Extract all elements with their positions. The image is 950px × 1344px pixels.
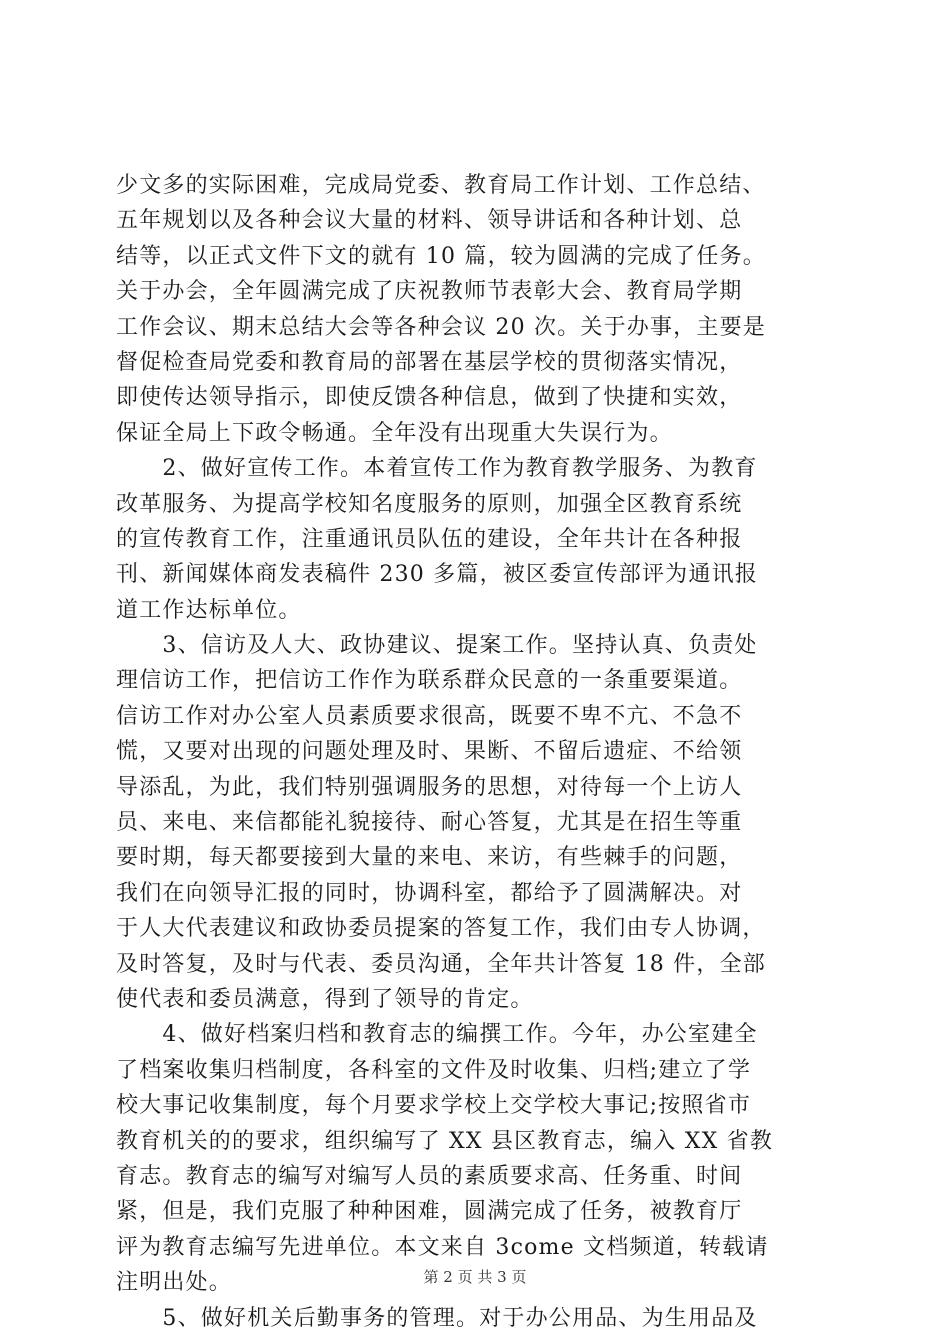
- text-line: 评为教育志编写先进单位。本文来自 3come 文档频道，转载请: [116, 1234, 769, 1260]
- text-line: 育志。教育志的编写对编写人员的素质要求高、任务重、时间: [116, 1163, 743, 1189]
- text-line: 工作会议、期末总结大会等各种会议 20 次。关于办事，主要是: [116, 314, 766, 340]
- text-line: 关于办会，全年圆满完成了庆祝教师节表彰大会、教育局学期: [116, 279, 743, 305]
- text-line: 于人大代表建议和政协委员提案的答复工作，我们由专人协调，: [116, 916, 766, 942]
- text-line: 员、来电、来信都能礼貌接待、耐心答复，尤其是在招生等重: [116, 810, 743, 836]
- text-line: 少文多的实际困难，完成局党委、教育局工作计划、工作总结、: [116, 173, 766, 198]
- page-number-footer: 第 2 页 共 3 页: [423, 1268, 527, 1286]
- text-line: 了档案收集归档制度，各科室的文件及时收集、归档;建立了学: [116, 1057, 752, 1083]
- text-line: 校大事记收集制度，每个月要求学校上交学校大事记;按照省市: [116, 1093, 752, 1119]
- text-line: 我们在向领导汇报的同时，协调科室，都给予了圆满解决。对: [116, 880, 743, 906]
- text-line: 的宣传教育工作，注重通讯员队伍的建设，全年共计在各种报: [116, 526, 743, 552]
- text-line: 慌，又要对出现的问题处理及时、果断、不留后遗症、不给领: [116, 739, 743, 765]
- text-line: 3、信访及人大、政协建议、提案工作。坚持认真、负责处: [116, 633, 758, 659]
- text-line: 即使传达领导指示，即使反馈各种信息，做到了快捷和实效，: [116, 385, 743, 411]
- text-line: 注明出处。: [116, 1270, 233, 1296]
- text-line: 理信访工作，把信访工作作为联系群众民意的一条重要渠道。: [116, 668, 743, 694]
- text-line: 道工作达标单位。: [116, 597, 302, 623]
- text-line: 5、做好机关后勤事务的管理。对于办公用品、为生用品及: [116, 1305, 758, 1331]
- text-line: 保证全局上下政令畅通。全年没有出现重大失误行为。: [116, 420, 673, 446]
- text-line: 信访工作对办公室人员素质要求很高，既要不卑不亢、不急不: [116, 703, 743, 729]
- text-line: 五年规划以及各种会议大量的材料、领导讲话和各种计划、总: [116, 208, 743, 234]
- text-line: 使代表和委员满意，得到了领导的肯定。: [116, 986, 534, 1012]
- text-line: 教育机关的的要求，组织编写了 XX 县区教育志，编入 XX 省教: [116, 1128, 774, 1154]
- text-line: 导添乱，为此，我们特别强调服务的思想，对待每一个上访人: [116, 774, 743, 800]
- text-line: 4、做好档案归档和教育志的编撰工作。今年，办公室建全: [116, 1022, 758, 1048]
- text-line: 2、做好宣传工作。本着宣传工作为教育教学服务、为教育: [116, 456, 758, 482]
- text-line: 结等，以正式文件下文的就有 10 篇，较为圆满的完成了任务。: [116, 243, 766, 269]
- text-line: 改革服务、为提高学校知名度服务的原则，加强全区教育系统: [116, 491, 743, 517]
- text-line: 及时答复，及时与代表、委员沟通，全年共计答复 18 件，全部: [116, 951, 766, 977]
- text-line: 要时期，每天都要接到大量的来电、来访，有些棘手的问题，: [116, 845, 743, 871]
- text-line: 刊、新闻媒体商发表稿件 230 多篇，被区委宣传部评为通讯报: [116, 562, 758, 588]
- document-body: [116, 168, 836, 1336]
- text-line: 紧，但是，我们克服了种种困难，圆满完成了任务，被教育厅: [116, 1199, 743, 1225]
- text-line: 督促检查局党委和教育局的部署在基层学校的贯彻落实情况，: [116, 349, 743, 375]
